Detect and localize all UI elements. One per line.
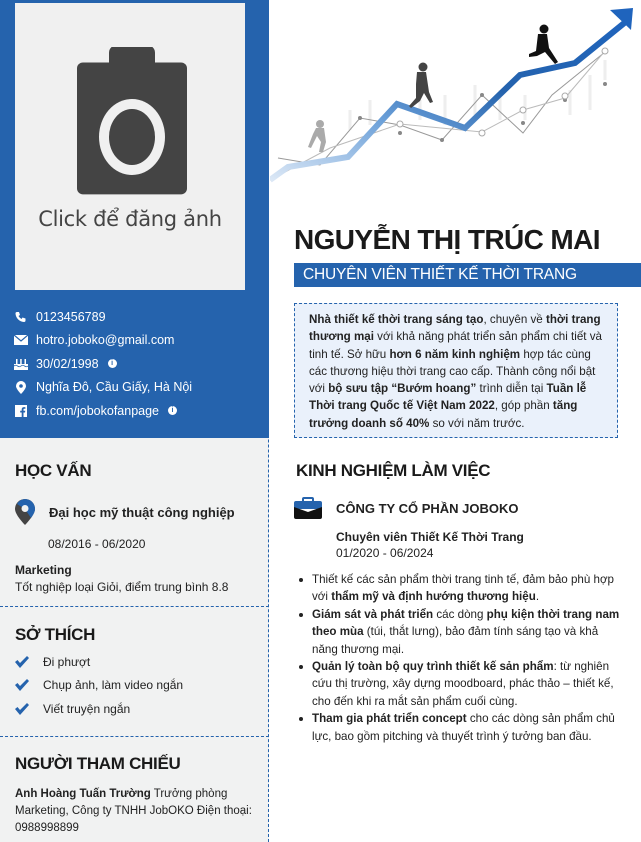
duty-item: [296, 606, 621, 658]
reference-title: NGƯỜI THAM CHIẾU: [15, 754, 181, 773]
duty-item: [296, 571, 621, 606]
reference-details: Trưởng phòng Marketing, Công ty TNHH JobOKO Điện thoại: 0988998899: [15, 788, 252, 834]
email-icon: [14, 333, 28, 347]
candidate-role: CHUYÊN VIÊN THIẾT KẾ THỜI TRANG: [294, 263, 641, 287]
hobbies-section: [15, 625, 255, 721]
contact-facebook-text: fb.com/jobokofanpage: [36, 403, 160, 418]
duty-item: [296, 658, 621, 710]
contact-phone: [14, 305, 192, 329]
bold-text: Giám sát và phát triển: [312, 607, 434, 621]
bold-text: phụ kiện thời trang nam theo mùa: [312, 607, 620, 639]
education-description: Tốt nghiệp loại Giỏi, điểm trung bình 8.8: [15, 580, 229, 594]
bold-text: Nhà thiết kế thời trang sáng tạo: [309, 313, 484, 326]
education-school: Đại học mỹ thuật công nghiệp: [49, 504, 235, 520]
school-pin-icon: [15, 499, 35, 525]
text: (túi, thắt lưng), bảo đảm tính sáng tạo và khả năng thương mại.: [312, 625, 599, 656]
text: cho các dòng sản phẩm chủ lực, bao gồm pitching và thuyết trình ý tưởng ban đầu.: [312, 712, 615, 743]
text: , góp phần: [494, 399, 553, 413]
hobby-item: [15, 650, 255, 674]
contact-birthday-text: 30/02/1998: [36, 356, 99, 371]
sidebar: [0, 0, 269, 842]
text: với khả năng phát triển sản phẩm chi tiết và tinh tế. Sở hữu: [309, 330, 602, 361]
checkmark-icon: [15, 679, 29, 691]
contact-address-text: Nghĩa Đô, Cầu Giấy, Hà Nội: [36, 380, 193, 395]
text: .: [535, 590, 540, 604]
info-icon[interactable]: i: [108, 359, 117, 368]
location-pin-icon: [14, 380, 28, 394]
contact-list: [14, 305, 192, 423]
contact-address: [14, 376, 192, 400]
reference-section: [15, 754, 255, 837]
company-name: CÔNG TY CỔ PHẦN JOBOKO: [336, 500, 519, 516]
photo-upload-label: Click để đăng ảnh: [38, 207, 222, 231]
bold-text: thẩm mỹ và định hướng thương hiệu: [331, 590, 536, 604]
contact-facebook: [14, 399, 192, 423]
candidate-name: NGUYỄN THỊ TRÚC MAI: [294, 224, 600, 255]
bold-text: Tham gia phát triển concept: [312, 712, 467, 726]
text: trình diễn tại: [476, 382, 547, 396]
checkmark-icon: [15, 703, 29, 715]
education-row: [15, 499, 255, 525]
sidebar-header: [0, 0, 269, 438]
bold-text: tăng trưởng doanh số 40%: [309, 399, 578, 430]
hobby-item: [15, 697, 255, 721]
contact-birthday: [14, 352, 192, 376]
checkmark-icon: [15, 656, 29, 668]
reference-text: [15, 786, 255, 837]
contact-phone-text: 0123456789: [36, 309, 106, 324]
contact-email-text: hotro.joboko@gmail.com: [36, 333, 175, 348]
hobbies-title: SỞ THÍCH: [15, 625, 96, 644]
bold-text: Quản lý toàn bộ quy trình thiết kế sản phẩm: [312, 660, 554, 674]
contact-email: [14, 329, 192, 353]
text: Thiết kế các sản phẩm thời trang tinh tế, đảm bảo phù hợp với: [312, 573, 615, 604]
briefcase-icon: [294, 497, 322, 519]
bold-text: bộ sưu tập “Bướm hoang”: [328, 382, 477, 396]
hobby-text: Đi phượt: [43, 654, 91, 669]
hobby-item: [15, 674, 255, 698]
birthday-cake-icon: [14, 357, 28, 371]
summary-box: [294, 303, 618, 438]
section-divider: [0, 736, 269, 737]
text: các dòng: [433, 607, 487, 621]
growth-chart-illustration: [270, 0, 641, 190]
text: , chuyên về: [483, 313, 546, 326]
photo-upload-button[interactable]: [15, 3, 245, 290]
reference-name: Anh Hoàng Tuấn Trường: [15, 788, 151, 800]
job-date: 01/2020 - 06/2024: [336, 546, 434, 560]
text: hợp tác cùng các thương hiệu thời trang cao cấp. Thành công nổi bật với: [309, 347, 596, 396]
education-major: Marketing: [15, 563, 72, 577]
info-icon[interactable]: i: [168, 406, 177, 415]
bold-text: Tuần lễ Thời trang Quốc tế Việt Nam 2022: [309, 382, 587, 413]
hobby-text: Viết truyện ngắn: [43, 701, 131, 716]
education-title: HỌC VẤN: [15, 461, 92, 480]
phone-icon: [14, 310, 28, 324]
hobby-text: Chụp ảnh, làm video ngắn: [43, 678, 184, 693]
experience-title: KINH NGHIỆM LÀM VIỆC: [296, 461, 491, 480]
bold-text: thời trang thương mại: [309, 313, 601, 344]
bold-text: hơn 6 năm kinh nghiệm: [389, 347, 521, 361]
education-date: 08/2016 - 06/2020: [48, 537, 146, 551]
job-title: Chuyên viên Thiết Kế Thời Trang: [336, 530, 524, 544]
section-divider: [0, 606, 269, 607]
text: so với năm trước.: [429, 416, 525, 430]
text: : từ nghiên cứu thị trường, xây dựng moodboard, phác thảo – thiết kế, cho đến khi ra mắt sản phẩm cuối cùng.: [312, 660, 614, 708]
company-row: [294, 497, 519, 519]
duty-item: [296, 710, 621, 745]
facebook-icon: [14, 404, 28, 418]
education-section: [15, 461, 255, 594]
duties-list: [296, 571, 621, 745]
camera-icon: [77, 47, 187, 197]
